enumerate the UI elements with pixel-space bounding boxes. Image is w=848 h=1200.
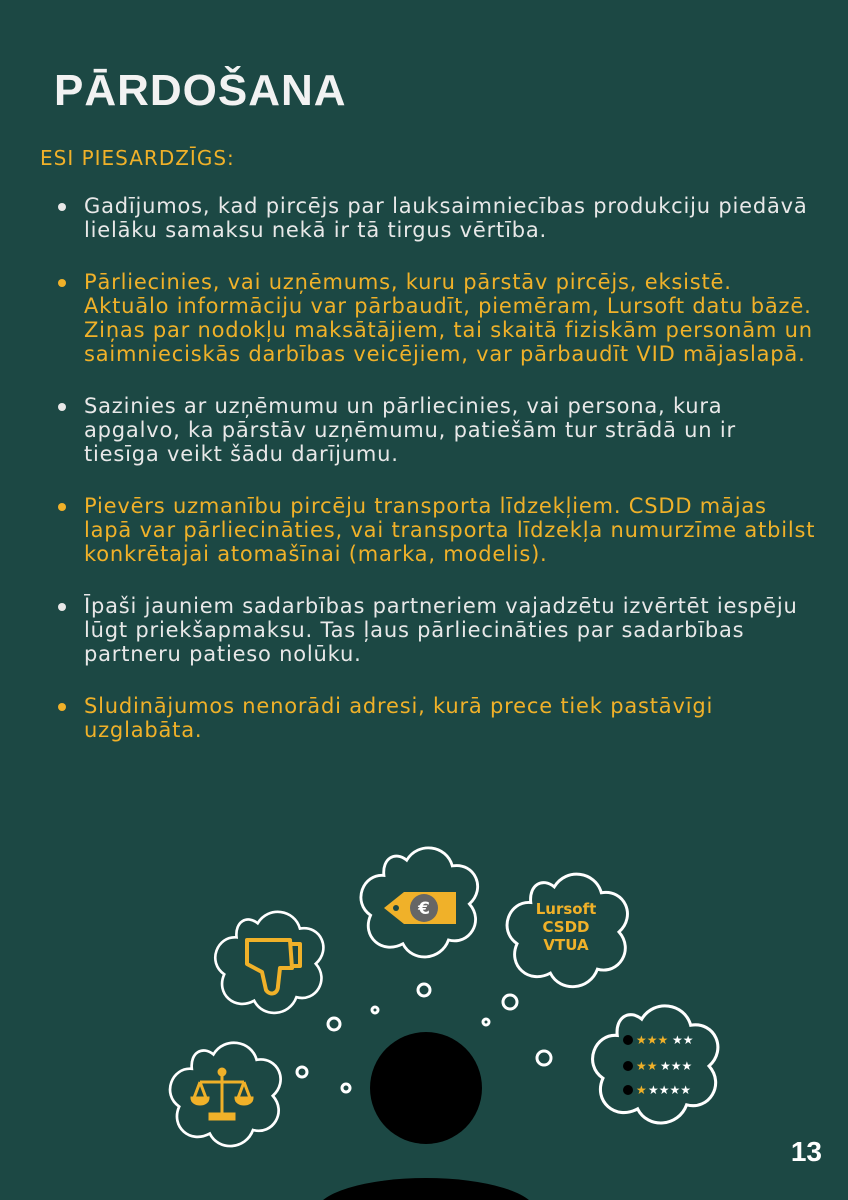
list-item: Gadījumos, kad pircējs par lauksaimniecības produkciju piedāvā lielāku samaksu nekā ir tā tirgus vērtība.	[56, 194, 816, 242]
price-tag-icon	[384, 892, 456, 924]
thumbs-down-icon	[247, 940, 300, 993]
svg-text:★★★: ★★★	[636, 1033, 669, 1047]
advice-list	[56, 194, 816, 770]
scales-icon	[192, 1069, 252, 1119]
svg-text:★★★★: ★★★★	[648, 1083, 692, 1097]
page-number: 13	[790, 1136, 822, 1167]
svg-text:★: ★	[636, 1083, 647, 1097]
thumbs-down-cloud	[215, 912, 323, 1013]
bubble-text-csdd: CSDD	[542, 918, 590, 936]
svg-text:★★★: ★★★	[660, 1059, 693, 1073]
bubble-text-lursoft: Lursoft	[535, 900, 597, 918]
list-item: Pārliecinies, vai uzņēmums, kuru pārstāv pircējs, eksistē. Aktuālo informāciju var pārbaudīt, piemēram, Lursoft datu bāzē. Ziņas par nodokļu maksātājiem, tai skaitā fiziskām personām un saimnieciskās darbības veicējiem, var pārbaudīt VID mājaslapā.	[56, 270, 816, 366]
list-item: Sazinies ar uzņēmumu un pārliecinies, vai persona, kura apgalvo, ka pārstāv uzņēmumu, patiešām tur strādā un ir tiesīga veikt šādu darījumu.	[56, 394, 816, 466]
scales-cloud	[170, 1043, 281, 1146]
page-title: PĀRDOŠANA	[54, 66, 347, 115]
person-shoulders	[316, 1178, 536, 1200]
svg-text:★★: ★★	[636, 1059, 658, 1073]
list-item: Sludinājumos nenorādi adresi, kurā prece tiek pastāvīgi uzglabāta.	[56, 694, 816, 742]
list-item: Īpaši jauniem sadarbības partneriem vajadzētu izvērtēt iespēju lūgt priekšapmaksu. Tas ļaus pārliecināties par sadarbības partneru patieso nolūku.	[56, 594, 816, 666]
svg-text:★★: ★★	[672, 1033, 694, 1047]
euro-symbol: €	[418, 899, 430, 919]
section-subtitle: ESI PIESARDZĪGS:	[40, 146, 235, 170]
bubble-text-vtua: VTUA	[543, 936, 589, 954]
person-head	[370, 1032, 482, 1144]
thinking-illustration	[0, 830, 848, 1200]
list-item: Pievērs uzmanību pircēju transporta līdzekļiem. CSDD mājas lapā var pārliecināties, vai transporta līdzekļa numurzīme atbilst konkrētajai atomašīnai (marka, modelis).	[56, 494, 816, 566]
rating-stars-icon	[623, 1033, 694, 1097]
